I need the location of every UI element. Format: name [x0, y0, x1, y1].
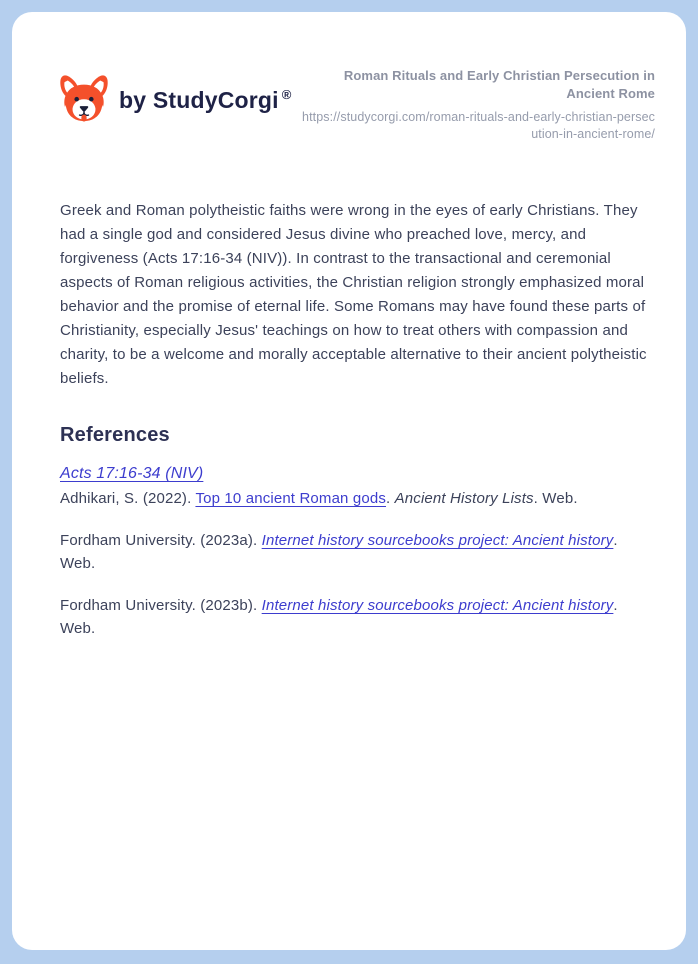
reference-text: . — [386, 490, 395, 507]
document-card — [12, 12, 686, 950]
reference-entry — [60, 529, 652, 575]
reference-link[interactable]: Internet history sourcebooks project: Ancient history — [261, 597, 614, 614]
document-title: Roman Rituals and Early Christian Persecution in Ancient Rome — [343, 68, 655, 101]
references-heading: References — [60, 424, 170, 446]
reference-text: Fordham University. (2023a). — [60, 532, 262, 549]
registered-trademark: ® — [281, 86, 292, 102]
brand-name-text: by StudyCorgi — [119, 86, 279, 113]
reference-entry — [60, 487, 652, 510]
reference-text: Adhikari, S. (2022). — [60, 490, 196, 507]
reference-text: Ancient History Lists — [394, 490, 534, 507]
article-paragraph: Greek and Roman polytheistic faiths were wrong in the eyes of early Christians. They had a single god and considered Jesus divine who preached love, mercy, and forgiveness (Acts 17:16-34 (NIV)). In contrast to the transactional and ceremonial aspects of Roman religious activities, the Christian religion strongly emphasized moral behavior and the promise of eternal life. Some Romans may have found these parts of Christianity, especially Jesus' teachings on how to treat others with compassion and charity, to be a welcome and morally acceptable alternative to their ancient polytheistic beliefs. — [60, 202, 647, 387]
reference-text: Fordham University. (2023b). — [60, 597, 262, 614]
corgi-icon — [58, 74, 110, 126]
reference-text: . Web. — [533, 490, 578, 507]
reference-text: . Web. — [60, 597, 618, 637]
header — [12, 12, 686, 142]
reference-entry — [60, 594, 652, 640]
document-url: https://studycorgi.com/roman-rituals-and-early-christian-persecution-in-ancient-rome/ — [302, 110, 655, 141]
reference-link[interactable]: Top 10 ancient Roman gods — [195, 490, 386, 507]
studycorgi-logo — [58, 74, 292, 126]
document-meta — [299, 67, 655, 142]
article — [12, 199, 686, 640]
reference-text: . Web. — [60, 532, 618, 572]
reference-link[interactable]: Internet history sourcebooks project: Ancient history — [261, 532, 614, 549]
brand-name — [119, 87, 292, 114]
reference-link[interactable]: Acts 17:16-34 (NIV) — [60, 465, 204, 482]
references-list — [60, 462, 652, 640]
reference-entry — [60, 462, 652, 485]
